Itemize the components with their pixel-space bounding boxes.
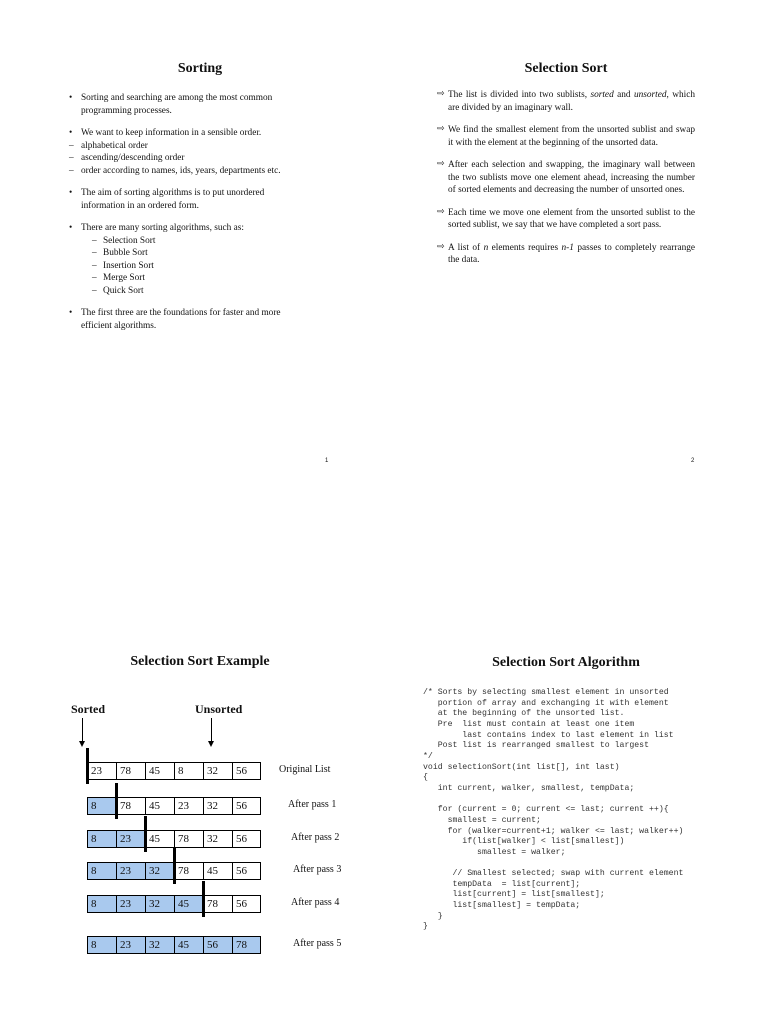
array-cell: 56	[232, 798, 261, 814]
sub-item: – Quick Sort	[92, 285, 144, 296]
array-cell: 23	[116, 937, 145, 953]
array-cell: 56	[232, 831, 261, 847]
dash-item: – order according to names, ids, years, departments etc.	[69, 165, 281, 176]
page-number: 1	[325, 458, 329, 464]
code-line	[423, 795, 683, 806]
code-line: if(list[walker] < list[smallest])	[423, 837, 625, 847]
dash-icon: –	[92, 235, 97, 246]
code-line: list[current] = list[smallest];	[423, 890, 605, 900]
arrow-bullet-icon: ⇨	[437, 206, 445, 217]
sorted-arrow-icon	[79, 741, 85, 747]
array-cell: 78	[174, 831, 203, 847]
code-line: /* Sorts by selecting smallest element in unsorted	[423, 688, 669, 697]
row-label: After pass 2	[291, 832, 340, 843]
slide1-body	[68, 92, 328, 332]
array-row	[87, 936, 261, 954]
imaginary-wall	[173, 848, 176, 884]
array-cell: 45	[174, 937, 203, 953]
unsorted-arrow-shaft	[211, 718, 212, 741]
array-cell: 8	[87, 798, 116, 814]
array-cell: 32	[203, 763, 232, 779]
code-line: at the beginning of the unsorted list.	[423, 709, 625, 719]
array-cell: 45	[145, 798, 174, 814]
code-line	[423, 859, 683, 870]
array-cell: 23	[116, 831, 145, 847]
dash-icon: –	[69, 140, 74, 151]
code-line: for (current = 0; current <= last; current ++){	[423, 805, 669, 815]
array-cell: 78	[116, 763, 145, 779]
dash-item: – ascending/descending order	[69, 153, 185, 163]
sub-item: – Merge Sort	[92, 273, 145, 283]
slide4-title: Selection Sort Algorithm	[492, 655, 640, 670]
bullet-item	[68, 187, 328, 212]
row-label: After pass 1	[288, 799, 337, 810]
slide3-title: Selection Sort Example	[130, 654, 270, 669]
bullet-dot-icon: •	[69, 223, 73, 233]
array-cell: 56	[203, 937, 232, 953]
sub-item: – Bubble Sort	[92, 248, 148, 258]
bullet-text: information in an ordered form.	[81, 200, 199, 211]
array-cell: 45	[174, 896, 203, 912]
arrow-bullet-icon: ⇨	[437, 241, 445, 252]
slide1-title: Sorting	[177, 61, 223, 76]
dash-item: – alphabetical order	[69, 140, 148, 151]
page-number: 2	[691, 458, 695, 464]
dash-icon: –	[69, 165, 74, 176]
arrow-bullet-icon: ⇨	[437, 124, 445, 134]
array-cell: 32	[203, 831, 232, 847]
sub-item: – Insertion Sort	[92, 260, 154, 271]
bullet-item	[68, 127, 328, 140]
code-line: // Smallest selected; swap with current element	[423, 869, 684, 879]
array-cell: 56	[232, 896, 261, 912]
row-label: Original List	[279, 764, 331, 775]
dash-icon: –	[92, 273, 97, 283]
code-line: }	[423, 911, 443, 921]
arrow-paragraph: ⇨ The list is divided into two sublists, sorted and unsorted, which are divided by an imaginary wall.	[437, 89, 695, 113]
array-cell: 23	[116, 896, 145, 912]
code-line: Pre list must contain at least one item	[423, 719, 635, 729]
arrow-paragraph: ⇨ After each selection and swapping, the imaginary wall between the two sublists move one element ahead, increasing the number of sorted elements and decreasing the number of unsorted ones.	[437, 159, 695, 195]
code-block	[423, 688, 683, 933]
dash-icon: –	[92, 260, 97, 271]
code-line: smallest = current;	[423, 815, 541, 825]
array-cell: 8	[87, 863, 116, 879]
dash-icon: –	[92, 285, 97, 296]
array-cell: 56	[232, 763, 261, 779]
code-line: Post list is rearranged smallest to largest	[423, 741, 650, 751]
array-row	[87, 797, 261, 815]
array-cell: 23	[116, 863, 145, 879]
array-cell: 78	[203, 896, 232, 912]
sorted-label: Sorted	[71, 702, 105, 716]
code-line: for (walker=current+1; walker <= last; walker++)	[423, 826, 684, 836]
bullet-text: We want to keep information in a sensible order.	[81, 128, 262, 138]
code-line: int current, walker, smallest, tempData;	[423, 783, 635, 793]
slide2-title: Selection Sort	[524, 61, 608, 76]
sorted-arrow-shaft	[82, 718, 83, 741]
bullet-text: efficient algorithms.	[81, 320, 157, 331]
bullet-item	[68, 307, 328, 332]
array-cell: 45	[145, 831, 174, 847]
bullet-text: There are many sorting algorithms, such as:	[81, 223, 244, 233]
imaginary-wall	[115, 783, 118, 819]
bullet-dot-icon: •	[69, 308, 73, 318]
arrow-bullet-icon: ⇨	[437, 159, 445, 169]
row-label: After pass 3	[293, 864, 342, 875]
row-label: After pass 5	[293, 938, 342, 949]
array-row	[87, 895, 261, 913]
unsorted-label: Unsorted	[195, 702, 243, 716]
array-cell: 8	[87, 896, 116, 912]
bullet-dot-icon: •	[69, 188, 73, 198]
arrow-paragraph: ⇨ We find the smallest element from the unsorted sublist and swap it with the element at the beginning of the unsorted data.	[437, 124, 695, 148]
imaginary-wall	[202, 881, 205, 917]
row-label: After pass 4	[291, 897, 340, 908]
array-cell: 32	[145, 937, 174, 953]
array-cell: 78	[174, 863, 203, 879]
array-cell: 56	[232, 863, 261, 879]
array-cell: 32	[145, 863, 174, 879]
bullet-dot-icon: •	[69, 93, 73, 103]
sub-item: – Selection Sort	[92, 235, 156, 246]
bullet-dot-icon: •	[69, 128, 73, 138]
code-line: void selectionSort(int list[], int last)	[423, 762, 620, 772]
array-row	[87, 762, 261, 780]
code-line: tempData = list[current];	[423, 879, 581, 889]
array-cell: 8	[87, 937, 116, 953]
array-cell: 45	[203, 863, 232, 879]
array-row	[87, 830, 261, 848]
bullet-item	[68, 222, 328, 235]
array-cell: 32	[203, 798, 232, 814]
array-cell: 23	[174, 798, 203, 814]
code-line: list[smallest] = tempData;	[423, 901, 581, 911]
slide2-body	[437, 89, 695, 267]
bullet-text: The aim of sorting algorithms is to put unordered	[81, 188, 265, 198]
bullet-text: programming processes.	[81, 105, 172, 116]
code-line: }	[423, 922, 428, 932]
array-cell: 45	[145, 763, 174, 779]
dash-icon: –	[69, 153, 74, 163]
array-cell: 8	[87, 831, 116, 847]
arrow-bullet-icon: ⇨	[437, 89, 445, 99]
array-cell: 78	[116, 798, 145, 814]
code-line: last contains index to last element in list	[423, 730, 674, 740]
unsorted-arrow-icon	[208, 741, 214, 747]
imaginary-wall	[86, 748, 89, 784]
array-cell: 32	[145, 896, 174, 912]
array-cell: 8	[174, 763, 203, 779]
code-line: */	[423, 751, 433, 761]
bullet-text: Sorting and searching are among the most common	[81, 93, 273, 103]
code-line: {	[423, 773, 428, 783]
imaginary-wall	[144, 816, 147, 852]
arrow-paragraph: ⇨ A list of n elements requires n-1 passes to completely rearrange the data.	[437, 241, 695, 265]
arrow-paragraph: ⇨ Each time we move one element from the unsorted sublist to the sorted sublist, we say that we have completed a sort pass.	[437, 206, 695, 230]
array-cell: 23	[87, 763, 116, 779]
array-cell: 78	[232, 937, 261, 953]
bullet-item	[68, 92, 328, 117]
code-line: smallest = walker;	[423, 847, 566, 857]
bullet-text: The first three are the foundations for faster and more	[81, 308, 281, 318]
code-line: portion of array and exchanging it with element	[423, 698, 669, 708]
dash-icon: –	[92, 248, 97, 258]
